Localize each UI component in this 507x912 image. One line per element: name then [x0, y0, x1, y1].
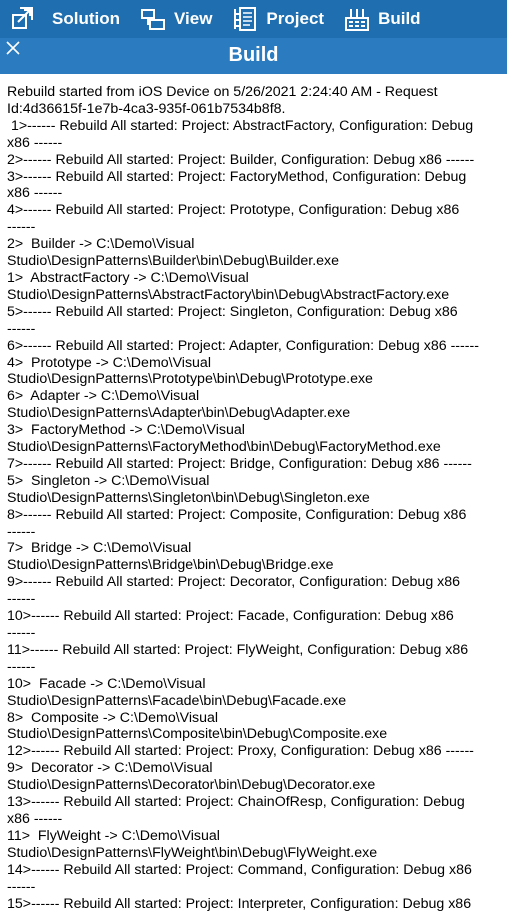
output-line: ------	[7, 591, 500, 608]
output-line: 5>------ Rebuild All started: Project: Singleton, Configuration: Debug x86	[7, 304, 500, 321]
output-line: 6> Adapter -> C:\Demo\Visual	[7, 388, 500, 405]
panel-title: Build	[0, 44, 507, 67]
output-line: Studio\DesignPatterns\AbstractFactory\bin\Debug\AbstractFactory.exe	[7, 287, 500, 304]
output-line: 8>------ Rebuild All started: Project: Composite, Configuration: Debug x86	[7, 507, 500, 524]
view-icon	[140, 6, 166, 32]
build-icon	[344, 6, 370, 32]
output-line: x86 ------	[7, 185, 500, 202]
solution-button[interactable]	[52, 0, 120, 38]
view-button[interactable]	[140, 0, 212, 38]
output-line: Studio\DesignPatterns\Composite\bin\Debug\Composite.exe	[7, 726, 500, 743]
output-line: Id:4d36615f-1e7b-4ca3-935f-061b7534b8f8.	[7, 101, 500, 118]
build-button[interactable]	[344, 0, 421, 38]
output-line: 1>------ Rebuild All started: Project: AbstractFactory, Configuration: Debug	[7, 118, 500, 135]
output-line: 15>------ Rebuild All started: Project: Interpreter, Configuration: Debug x86	[7, 896, 500, 912]
output-line: Studio\DesignPatterns\Singleton\bin\Debug\Singleton.exe	[7, 490, 500, 507]
output-line: 9> Decorator -> C:\Demo\Visual	[7, 760, 500, 777]
output-line: 7> Bridge -> C:\Demo\Visual	[7, 540, 500, 557]
output-line: 7>------ Rebuild All started: Project: Bridge, Configuration: Debug x86 ------	[7, 456, 500, 473]
output-line: 12>------ Rebuild All started: Project: Proxy, Configuration: Debug x86 ------	[7, 743, 500, 760]
output-line: Studio\DesignPatterns\Facade\bin\Debug\Facade.exe	[7, 693, 500, 710]
output-line: 3> FactoryMethod -> C:\Demo\Visual	[7, 422, 500, 439]
output-line: Studio\DesignPatterns\Prototype\bin\Debug\Prototype.exe	[7, 371, 500, 388]
menu-button[interactable]	[10, 0, 36, 38]
output-line: Studio\DesignPatterns\Bridge\bin\Debug\Bridge.exe	[7, 557, 500, 574]
output-line: ------	[7, 879, 500, 896]
panel-titlebar	[0, 38, 507, 74]
menu-icon	[10, 6, 36, 32]
project-icon	[232, 6, 258, 32]
output-line: 10> Facade -> C:\Demo\Visual	[7, 676, 500, 693]
output-line: Studio\DesignPatterns\FactoryMethod\bin\Debug\FactoryMethod.exe	[7, 439, 500, 456]
project-label: Project	[266, 9, 324, 29]
project-button[interactable]	[232, 0, 324, 38]
output-line: 10>------ Rebuild All started: Project: Facade, Configuration: Debug x86	[7, 608, 500, 625]
output-line: 1> AbstractFactory -> C:\Demo\Visual	[7, 270, 500, 287]
output-line: 6>------ Rebuild All started: Project: Adapter, Configuration: Debug x86 ------	[7, 338, 500, 355]
output-line: ------	[7, 524, 500, 541]
output-line: 4> Prototype -> C:\Demo\Visual	[7, 355, 500, 372]
output-line: 5> Singleton -> C:\Demo\Visual	[7, 473, 500, 490]
output-line: ------	[7, 659, 500, 676]
output-line: 13>------ Rebuild All started: Project: ChainOfResp, Configuration: Debug	[7, 794, 500, 811]
build-output-text	[0, 74, 507, 912]
output-line: 11> FlyWeight -> C:\Demo\Visual	[7, 828, 500, 845]
output-line: Studio\DesignPatterns\Builder\bin\Debug\Builder.exe	[7, 253, 500, 270]
output-line: Rebuild started from iOS Device on 5/26/2021 2:24:40 AM - Request	[7, 84, 500, 101]
output-line: 2> Builder -> C:\Demo\Visual	[7, 236, 500, 253]
output-line: 14>------ Rebuild All started: Project: Command, Configuration: Debug x86	[7, 862, 500, 879]
build-label: Build	[378, 9, 421, 29]
output-line: 3>------ Rebuild All started: Project: FactoryMethod, Configuration: Debug	[7, 169, 500, 186]
output-line: ------	[7, 321, 500, 338]
output-line: Studio\DesignPatterns\Decorator\bin\Debug\Decorator.exe	[7, 777, 500, 794]
output-line: 8> Composite -> C:\Demo\Visual	[7, 710, 500, 727]
output-line: 9>------ Rebuild All started: Project: Decorator, Configuration: Debug x86	[7, 574, 500, 591]
view-label: View	[174, 9, 212, 29]
output-line: Studio\DesignPatterns\FlyWeight\bin\Debug\FlyWeight.exe	[7, 845, 500, 862]
output-line: 4>------ Rebuild All started: Project: Prototype, Configuration: Debug x86	[7, 202, 500, 219]
output-line: 11>------ Rebuild All started: Project: FlyWeight, Configuration: Debug x86	[7, 642, 500, 659]
solution-label: Solution	[52, 9, 120, 29]
output-line: 2>------ Rebuild All started: Project: Builder, Configuration: Debug x86 ------	[7, 152, 500, 169]
output-line: x86 ------	[7, 135, 500, 152]
build-output-panel[interactable]	[0, 74, 507, 900]
output-line: Studio\DesignPatterns\Adapter\bin\Debug\Adapter.exe	[7, 405, 500, 422]
output-line: x86 ------	[7, 811, 500, 828]
output-line: ------	[7, 219, 500, 236]
top-toolbar	[0, 0, 507, 38]
output-line: ------	[7, 625, 500, 642]
